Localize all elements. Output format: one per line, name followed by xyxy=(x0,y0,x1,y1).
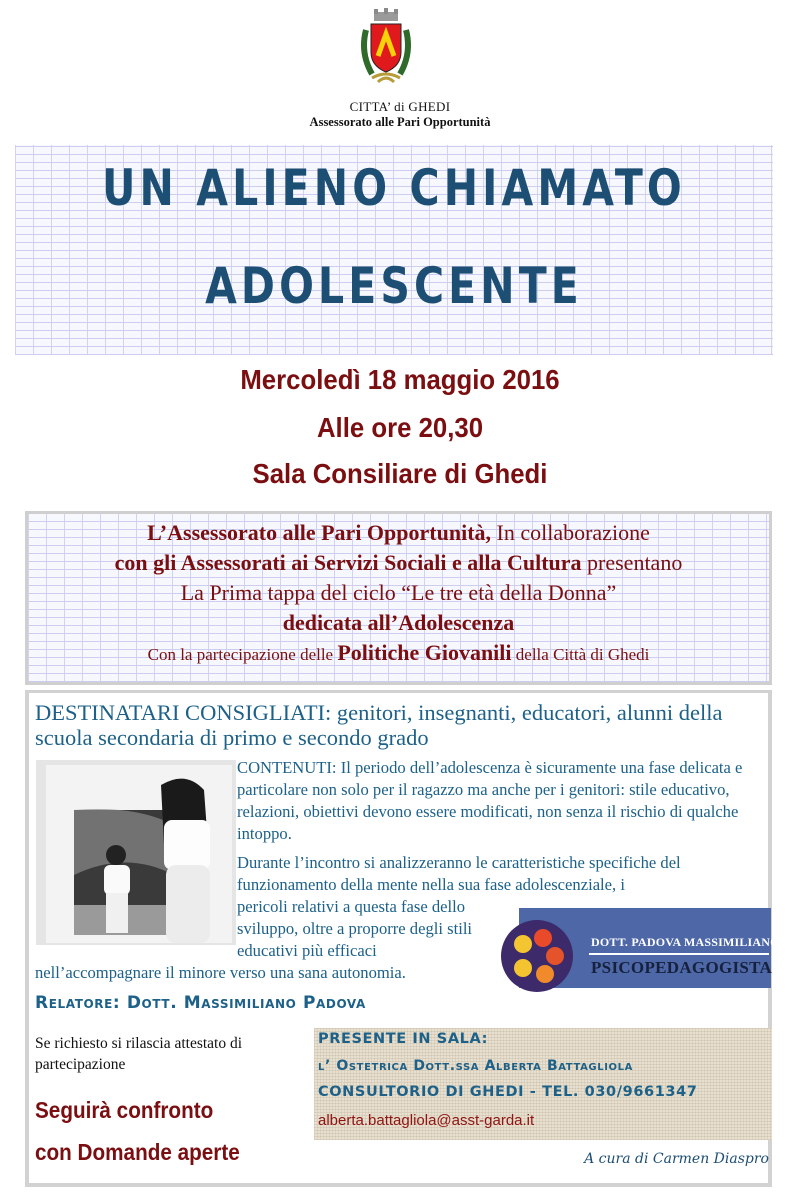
cycle-description: La Prima tappa del ciclo “Le tre età della Donna” xyxy=(180,580,617,605)
event-date: Mercoledì 18 maggio 2016 xyxy=(240,364,560,395)
participation-pre: Con la partecipazione delle xyxy=(147,645,338,664)
contents-text: CONTENUTI: Il periodo dell’adolescenza è sicuramente una fase delicata e particolare non solo per il ragazzo ma anche per i genitori: stile educativo, relazioni, obiettivi devono essere modificati, non senza il rischio di qualche intoppo. xyxy=(237,758,743,843)
organizers-line-2 xyxy=(28,550,769,576)
speaker-line: Relatore: Dott. Massimiliano Padova xyxy=(35,993,366,1013)
title-line-1: UN ALIENO CHIAMATO xyxy=(102,159,686,217)
girl-mirror-reflection-photo xyxy=(36,760,236,945)
audience-text: DESTINATARI CONSIGLIATI: genitori, insegnanti, educatori, alunni della scuola secondaria di primo e secondo grado xyxy=(35,700,723,750)
cycle-topic: dedicata all’Adolescenza xyxy=(282,610,515,635)
colored-hands-circle-icon xyxy=(501,920,573,992)
participation-line xyxy=(28,640,769,666)
coat-of-arms-icon xyxy=(358,8,414,90)
organizers-box xyxy=(25,511,772,685)
department-name: Assessorato alle Pari Opportunità xyxy=(309,115,491,129)
followup-line-1: Seguirà confronto xyxy=(35,1097,214,1123)
details-box xyxy=(25,690,780,1187)
credit-signature: A cura di Carmen Diaspro xyxy=(584,1151,769,1167)
description-part-b: pericoli relativi a questa fase dello sviluppo, oltre a proporre degli stili educativi più efficaci xyxy=(237,897,473,960)
organizer-main: L’Assessorato alle Pari Opportunità, xyxy=(147,520,492,545)
organizer-present: presentano xyxy=(581,550,683,575)
description-part-a: Durante l’incontro si analizzeranno le caratteristiche specifiche del funzionamento della mente nella sua fase adolescenziale, i xyxy=(237,853,681,894)
title-line-2: ADOLESCENTE xyxy=(205,257,583,315)
participation-bold: Politiche Giovanili xyxy=(337,640,512,665)
present-person: l’ Ostetrica Dott.ssa Alberta Battagliola xyxy=(318,1058,633,1074)
present-heading: PRESENTE IN SALA: xyxy=(318,1031,488,1047)
description-part-c: nell’accompagnare il minore verso una sana autonomia. xyxy=(35,963,406,982)
present-email-link[interactable]: alberta.battagliola@asst-garda.it xyxy=(318,1112,535,1129)
psicopedagogista-logo xyxy=(501,908,780,988)
certificate-note: Se richiesto si rilascia attestato di partecipazione xyxy=(35,1035,243,1073)
logo-name: DOTT. PADOVA MASSIMILIANO xyxy=(591,935,780,949)
organizer-collab: In collaborazione xyxy=(491,520,650,545)
event-place: Sala Consiliare di Ghedi xyxy=(252,458,548,489)
organizer-partners: con gli Assessorati ai Servizi Sociali e alla Cultura xyxy=(114,550,582,575)
followup-line-2: con Domande aperte xyxy=(35,1139,240,1165)
organizers-line-1 xyxy=(28,520,769,546)
present-office-phone: CONSULTORIO DI GHEDI - TEL. 030/9661347 xyxy=(318,1084,698,1100)
logo-divider xyxy=(589,953,769,955)
event-time: Alle ore 20,30 xyxy=(316,412,484,443)
city-name: CITTA’ di GHEDI xyxy=(349,99,451,114)
participation-post: della Città di Ghedi xyxy=(511,645,650,664)
title-banner xyxy=(15,145,773,355)
logo-role: PSICOPEDAGOGISTA xyxy=(591,958,773,977)
photo-image xyxy=(46,765,232,943)
present-in-room-box xyxy=(314,1028,772,1140)
